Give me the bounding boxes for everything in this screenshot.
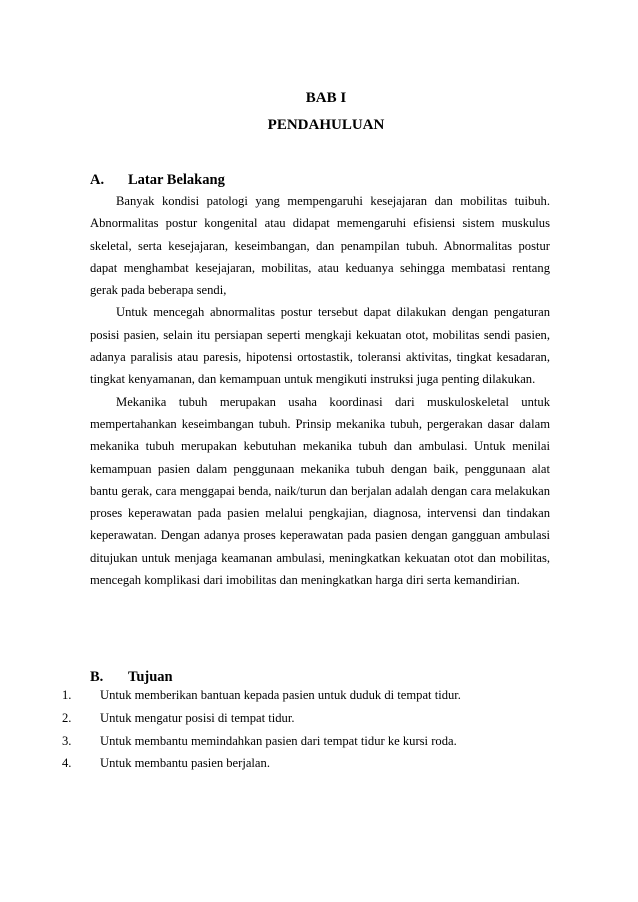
section-title: Latar Belakang bbox=[128, 172, 225, 188]
list-item bbox=[0, 730, 638, 753]
section-title: Tujuan bbox=[128, 669, 173, 685]
tujuan-list bbox=[0, 684, 638, 775]
list-number: 2. bbox=[62, 710, 72, 725]
paragraph: Banyak kondisi patologi yang mempengaruhi kesejajaran dan mobilitas tuibuh. Abnormalitas postur kongenital atau didapat memengaruhi efisiensi sistem muskulus skeletal, serta kesejajaran, keseimbangan, dan penampilan tubuh. Abnormalitas postur dapat menghambat kesejajaran, mobilitas, atau keduanya sehingga membatasi rentang gerak pada beberapa sendi, bbox=[90, 194, 550, 298]
list-item bbox=[0, 684, 638, 707]
latar-belakang-body bbox=[90, 190, 550, 591]
list-item bbox=[0, 752, 638, 775]
paragraph: Mekanika tubuh merupakan usaha koordinasi dari muskuloskeletal untuk mempertahankan keseimbangan tubuh. Prinsip mekanika tubuh, pergerakan dasar dalam mekanika tubuh merupakan kebutuhan mekanika tubuh dan ambulasi. Untuk menilai kemampuan pasien dalam penggunaan mekanika tubuh dengan baik, penggunaan alat bantu gerak, cara menggapai benda, naik/turun dan berjalan adalah dengan cara melakukan proses keperawatan pada pasien melalui pengkajian, diagnosa, intervensi dan tindakan keperawatan. Dengan adanya proses keperawatan pada pasien dengan gangguan ambulasi ditujukan untuk menjaga keamanan ambulasi, meningkatkan kekuatan otot dan mobilitas, mencegah komplikasi dari imobilitas dan meningkatkan harga diri serta kemandirian. bbox=[90, 394, 550, 588]
list-text: Untuk memberikan bantuan kepada pasien untuk duduk di tempat tidur. bbox=[100, 688, 461, 702]
list-number: 1. bbox=[62, 688, 72, 702]
chapter-number: BAB I bbox=[305, 90, 347, 106]
section-heading-latar-belakang bbox=[90, 172, 225, 189]
list-text: Untuk membantu pasien berjalan. bbox=[100, 756, 270, 771]
list-text: Untuk mengatur posisi di tempat tidur. bbox=[100, 710, 295, 725]
list-number: 3. bbox=[62, 733, 72, 748]
section-letter: A. bbox=[90, 172, 105, 188]
section-letter: B. bbox=[90, 669, 104, 685]
list-item bbox=[0, 707, 638, 730]
chapter-title: PENDAHULUAN bbox=[267, 117, 385, 133]
list-text: Untuk membantu memindahkan pasien dari tempat tidur ke kursi roda. bbox=[100, 733, 457, 748]
list-number: 4. bbox=[62, 756, 72, 771]
paragraph: Untuk mencegah abnormalitas postur tersebut dapat dilakukan dengan pengaturan posisi pasien, selain itu persiapan seperti mengkaji kekuatan otot, mobilitas sendi pasien, adanya paralisis atau paresis, hipotensi ortostastik, toleransi aktivitas, tingkat kesadaran, tingkat kenyamanan, dan kemampuan untuk mengikuti instruksi juga penting dilakukan. bbox=[90, 305, 550, 387]
